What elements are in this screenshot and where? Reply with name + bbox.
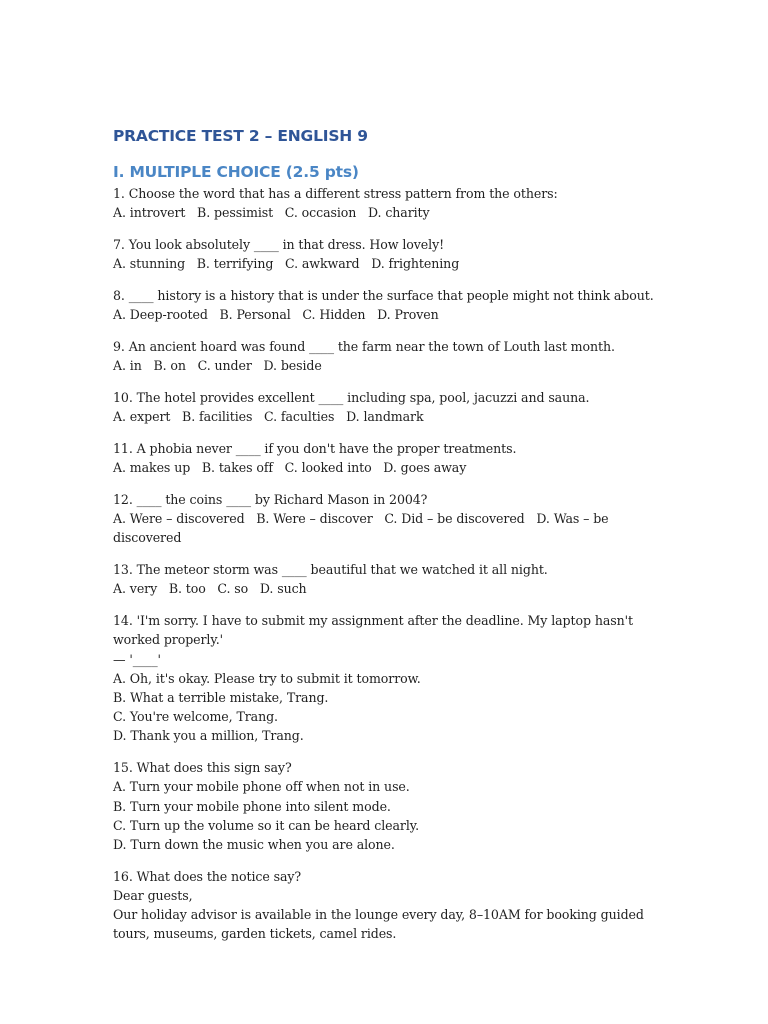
question-stem: 10. The hotel provides excellent ____ including spa, pool, jacuzzi and sauna. xyxy=(113,390,590,405)
question-stem: 1. Choose the word that has a different stress pattern from the others: xyxy=(113,186,558,201)
notice-greeting: Dear guests, xyxy=(113,888,193,904)
option-c: C. You're welcome, Trang. xyxy=(113,709,278,725)
option-b: B. What a terrible mistake, Trang. xyxy=(113,690,329,706)
question-9 xyxy=(113,337,673,375)
option-a: A. Turn your mobile phone off when not in use. xyxy=(113,779,410,795)
question-12 xyxy=(113,490,673,548)
question-14 xyxy=(113,611,673,745)
question-stem: 9. An ancient hoard was found ____ the farm near the town of Louth last month. xyxy=(113,339,615,354)
option-b: B. Turn your mobile phone into silent mode. xyxy=(113,798,391,814)
question-1 xyxy=(113,184,673,222)
option-d: D. Turn down the music when you are alone. xyxy=(113,837,395,853)
question-options: A. introvert B. pessimist C. occasion D. charity xyxy=(113,205,430,221)
question-options: A. Deep-rooted B. Personal C. Hidden D. Proven xyxy=(113,307,439,323)
option-d: D. Thank you a million, Trang. xyxy=(113,728,304,744)
document-title: PRACTICE TEST 2 – ENGLISH 9 xyxy=(113,127,368,145)
option-c: C. Turn up the volume so it can be heard clearly. xyxy=(113,817,420,833)
question-options: A. stunning B. terrifying C. awkward D. frightening xyxy=(113,256,460,272)
question-10 xyxy=(113,388,673,426)
question-reply: — '____' xyxy=(113,651,161,667)
question-stem: 14. 'I'm sorry. I have to submit my assignment after the deadline. My laptop hasn't worked properly.' xyxy=(113,613,637,648)
question-options: A. makes up B. takes off C. looked into D. goes away xyxy=(113,460,467,476)
notice-body: Our holiday advisor is available in the lounge every day, 8–10AM for booking guided tours, museums, garden tickets, camel rides. xyxy=(113,907,648,942)
question-11 xyxy=(113,439,673,477)
question-15 xyxy=(113,758,673,854)
question-options: A. in B. on C. under D. beside xyxy=(113,358,322,374)
question-stem: 16. What does the notice say? xyxy=(113,868,302,884)
question-8 xyxy=(113,286,673,324)
section-heading: I. MULTIPLE CHOICE (2.5 pts) xyxy=(113,163,359,181)
question-stem: 15. What does this sign say? xyxy=(113,760,292,776)
question-16 xyxy=(113,867,673,944)
question-options: A. Were – discovered B. Were – discover C. Did – be discovered D. Was – be discovered xyxy=(113,511,613,546)
question-stem: 12. ____ the coins ____ by Richard Mason in 2004? xyxy=(113,492,428,507)
question-13 xyxy=(113,560,673,598)
option-a: A. Oh, it's okay. Please try to submit it tomorrow. xyxy=(113,670,421,686)
question-stem: 11. A phobia never ____ if you don't have the proper treatments. xyxy=(113,441,517,456)
question-stem: 8. ____ history is a history that is under the surface that people might not think about. xyxy=(113,288,654,303)
question-options: A. expert B. facilities C. faculties D. landmark xyxy=(113,409,424,425)
question-7 xyxy=(113,235,673,273)
question-options: A. very B. too C. so D. such xyxy=(113,581,307,597)
question-stem: 7. You look absolutely ____ in that dress. How lovely! xyxy=(113,237,445,252)
document-page xyxy=(113,124,673,944)
question-stem: 13. The meteor storm was ____ beautiful that we watched it all night. xyxy=(113,562,548,578)
